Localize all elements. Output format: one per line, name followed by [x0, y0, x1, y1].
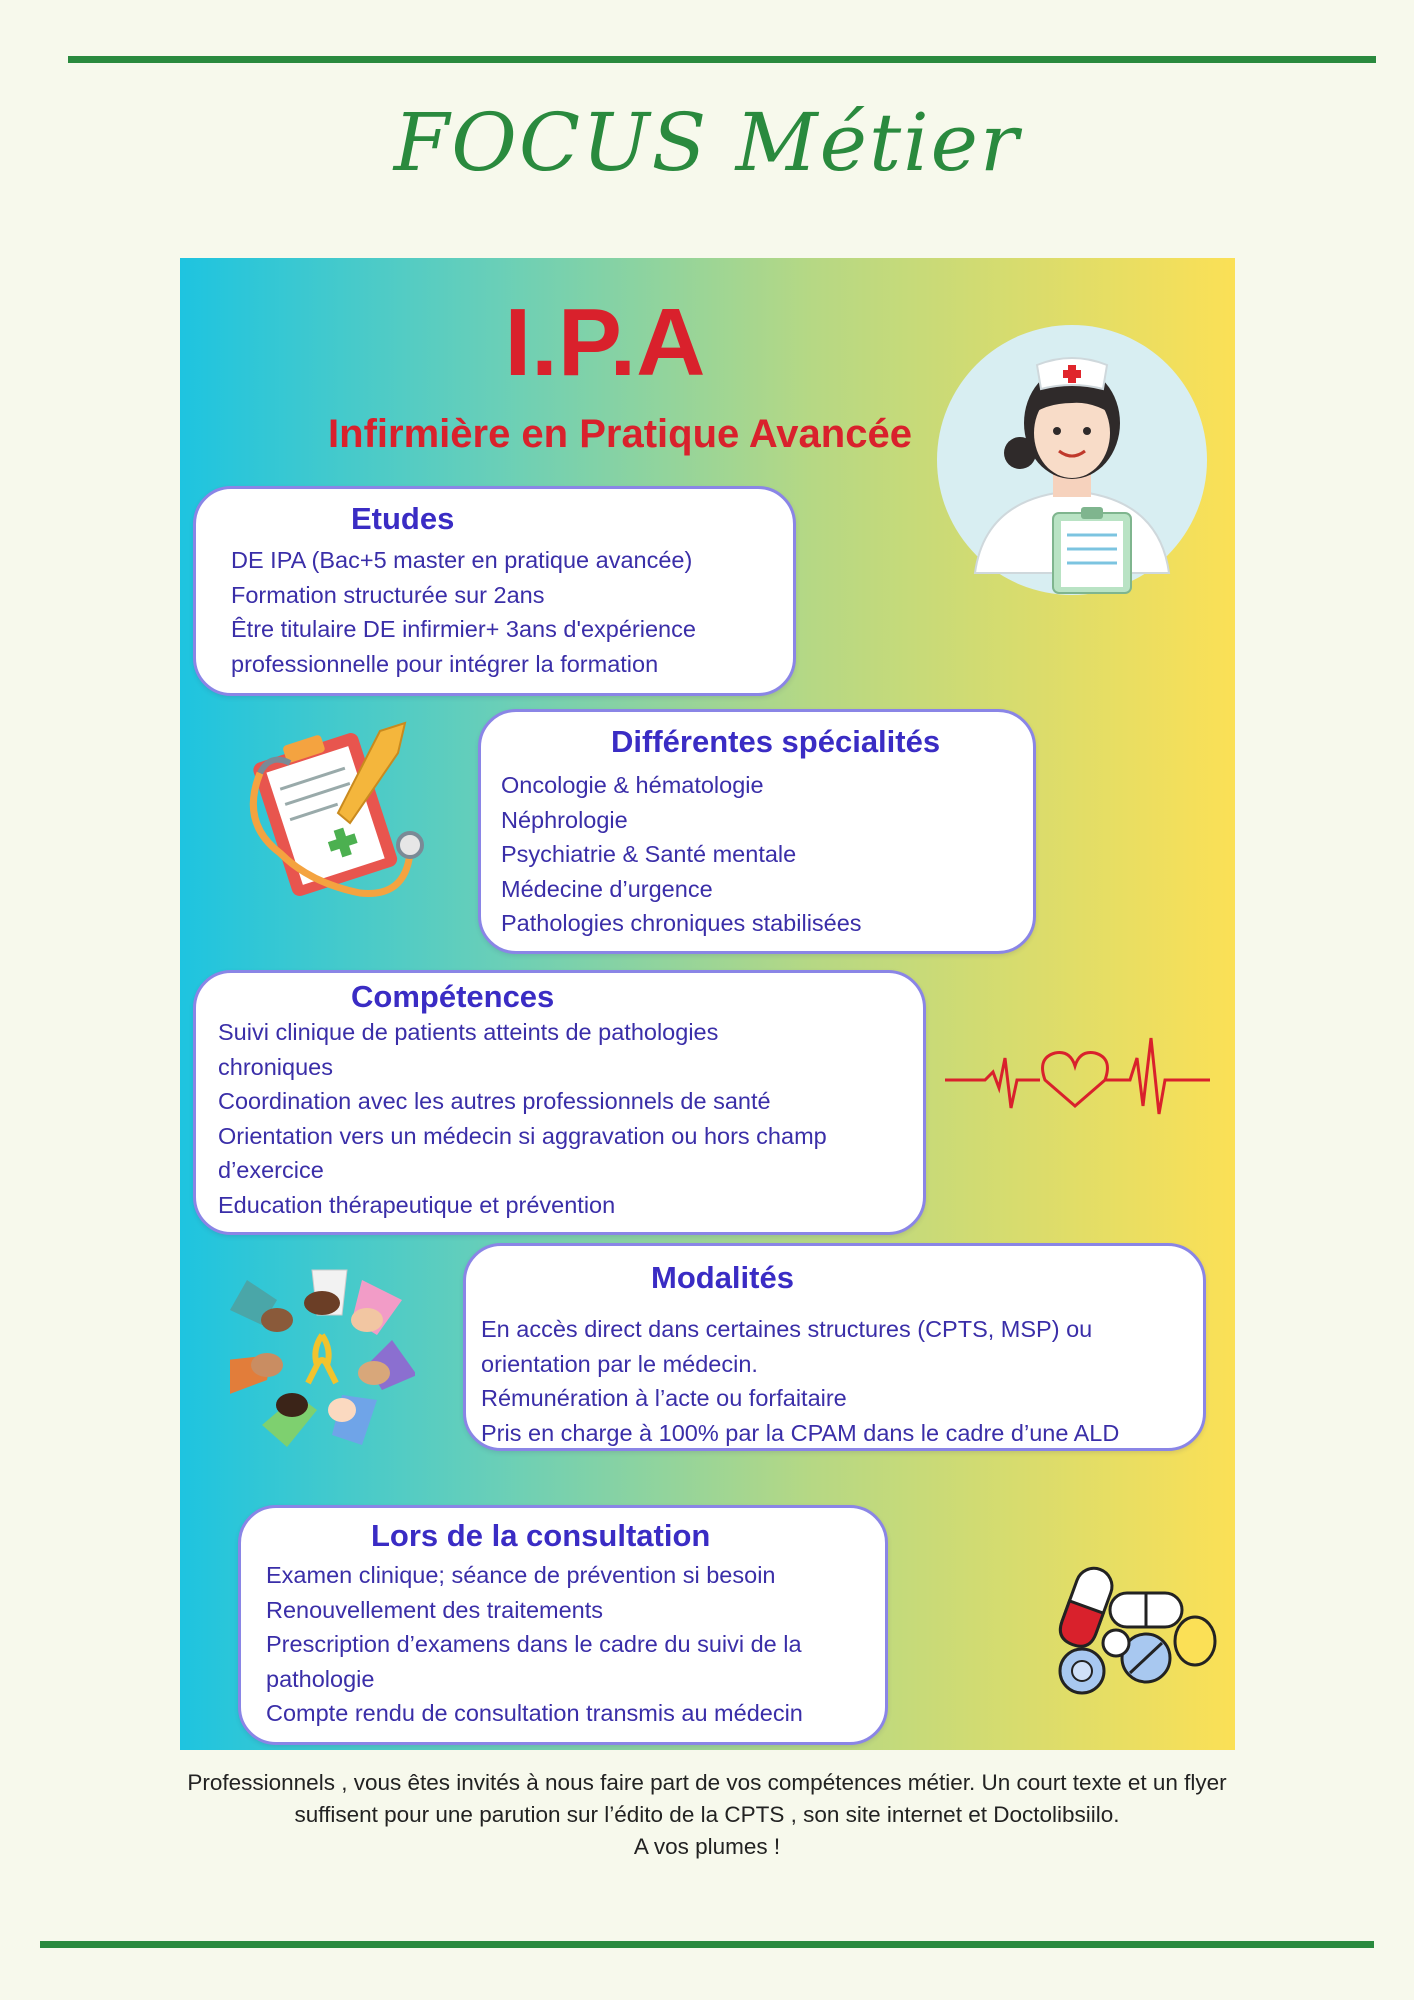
list-item: En accès direct dans certaines structures (CPTS, MSP) ou: [481, 1316, 1093, 1342]
specialites-card: [478, 709, 1036, 954]
list-item: Pris en charge à 100% par la CPAM dans le cadre d’une ALD: [481, 1419, 1120, 1446]
modalites-list: [481, 1312, 1119, 1450]
list-item: Être titulaire DE infirmier+ 3ans d'expérience: [231, 616, 696, 642]
consultation-card: [238, 1505, 888, 1745]
modalites-heading: Modalités: [651, 1260, 794, 1295]
list-item: Médecine d’urgence: [501, 875, 713, 902]
hands-ribbon-icon: [230, 1263, 415, 1448]
heartbeat-icon: [945, 1028, 1210, 1128]
competences-heading: Compétences: [351, 979, 555, 1014]
list-item: Education thérapeutique et prévention: [218, 1191, 616, 1218]
list-item: Prescription d’examens dans le cadre du suivi de la: [266, 1631, 802, 1657]
ipa-poster: [180, 258, 1235, 1750]
etudes-card: [193, 486, 796, 696]
list-item: pathologie: [266, 1665, 375, 1692]
top-rule: [68, 56, 1376, 63]
list-item: Orientation vers un médecin si aggravation ou hors champ: [218, 1122, 827, 1149]
list-item: Formation structurée sur 2ans: [231, 581, 545, 608]
clipboard-stethoscope-icon: [230, 713, 430, 913]
list-item: professionnelle pour intégrer la formation: [231, 650, 659, 677]
footer-line: A vos plumes !: [633, 1834, 781, 1859]
poster-subtitle: Infirmière en Pratique Avancée: [328, 412, 912, 456]
list-item: Renouvellement des traitements: [266, 1596, 604, 1623]
bottom-rule: [40, 1941, 1374, 1948]
list-item: orientation par le médecin.: [481, 1350, 758, 1377]
list-item: Oncologie & hématologie: [501, 772, 764, 798]
list-item: Pathologies chroniques stabilisées: [501, 910, 862, 936]
etudes-heading: Etudes: [351, 501, 455, 536]
modalites-card: [463, 1243, 1206, 1451]
etudes-list: [231, 543, 696, 681]
consultation-heading: Lors de la consultation: [371, 1518, 711, 1553]
consultation-list: [266, 1558, 803, 1731]
list-item: Compte rendu de consultation transmis au médecin: [266, 1700, 803, 1726]
list-item: DE IPA (Bac+5 master en pratique avancée): [231, 547, 693, 573]
nurse-icon: [935, 323, 1210, 598]
specialites-heading: Différentes spécialités: [611, 724, 941, 759]
poster-title: I.P.A: [504, 289, 706, 396]
competences-card: [193, 970, 926, 1235]
footer-note: [40, 1767, 1374, 1863]
list-item: Psychiatrie & Santé mentale: [501, 841, 797, 867]
list-item: Coordination avec les autres professionnels de santé: [218, 1088, 771, 1114]
pills-icon: [1050, 1563, 1220, 1703]
list-item: d’exercice: [218, 1157, 324, 1183]
footer-line: suffisent pour une parution sur l’édito de la CPTS , son site internet et Doctolibsiilo.: [294, 1802, 1120, 1827]
footer-line: Professionnels , vous êtes invités à nous faire part de vos compétences métier. Un court texte et un flyer: [187, 1770, 1227, 1795]
list-item: Suivi clinique de patients atteints de pathologies: [218, 1019, 719, 1045]
list-item: Examen clinique; séance de prévention si besoin: [266, 1562, 776, 1588]
page-title: FOCUS Métier: [393, 96, 1021, 189]
list-item: chroniques: [218, 1053, 333, 1080]
competences-list: [218, 1015, 827, 1222]
list-item: Néphrologie: [501, 806, 628, 833]
list-item: Rémunération à l’acte ou forfaitaire: [481, 1385, 847, 1411]
specialites-list: [501, 768, 862, 941]
